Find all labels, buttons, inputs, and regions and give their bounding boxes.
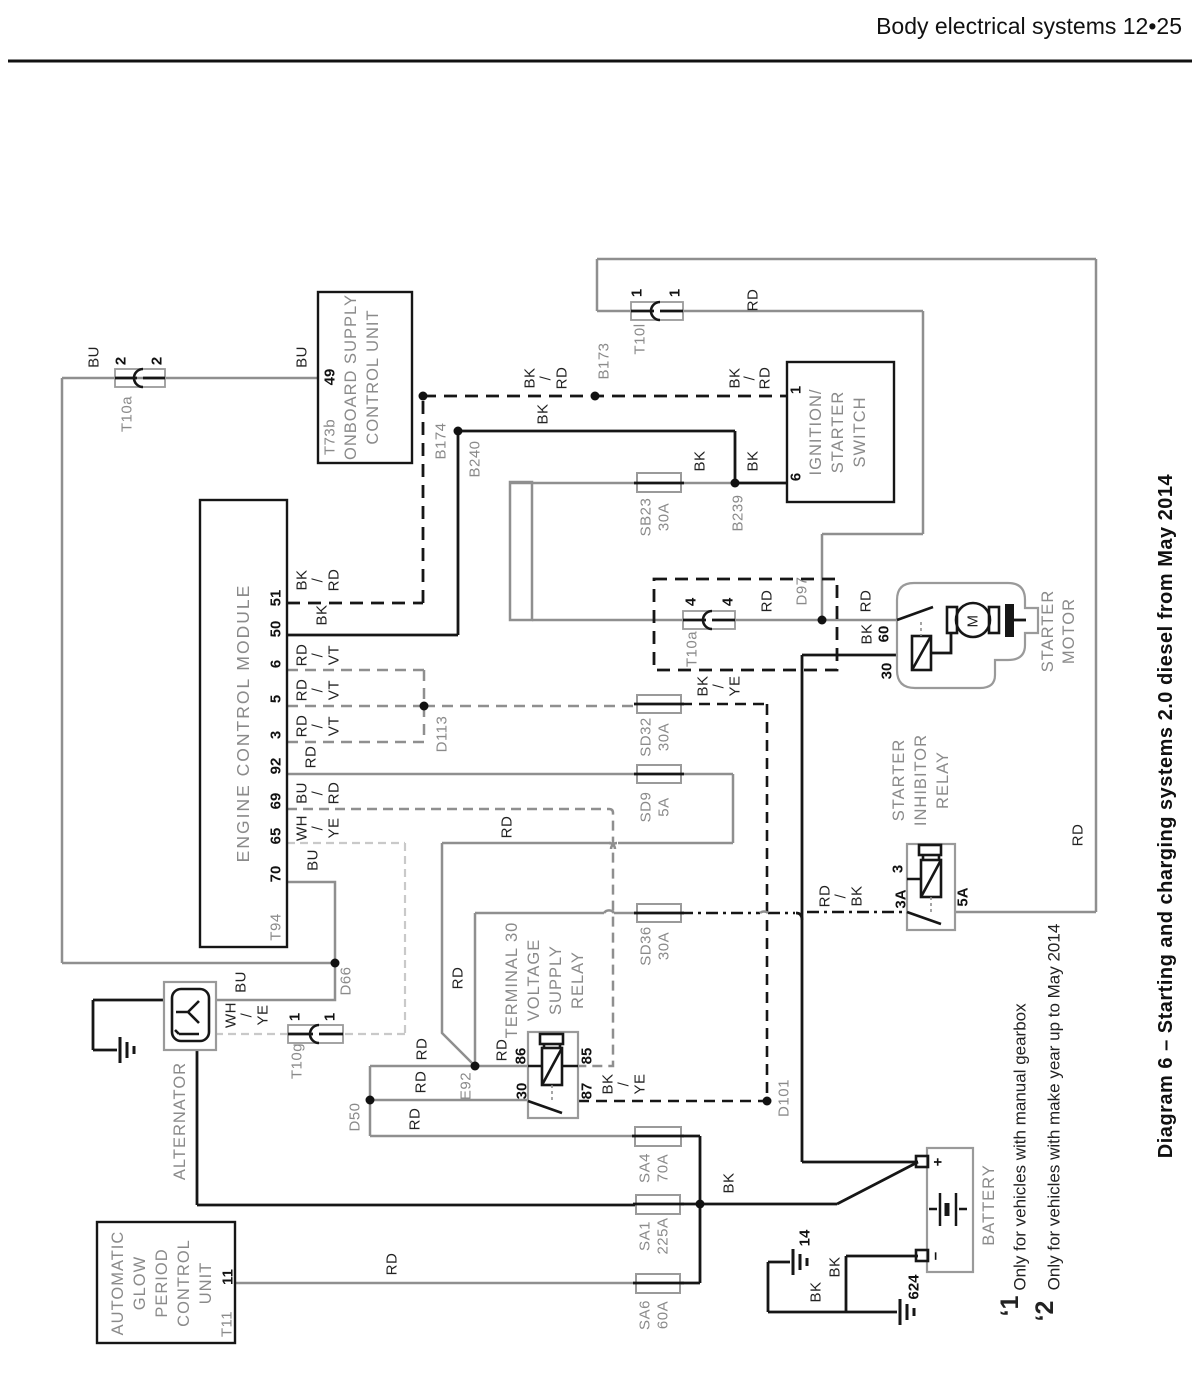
- glow-title-line3: PERIOD: [153, 1248, 171, 1318]
- footnote-2-marker: ‘2: [1031, 1300, 1059, 1322]
- t10g-pin: 1: [286, 1012, 304, 1022]
- onboard-title-line2: CONTROL UNIT: [364, 309, 382, 445]
- wire-label-ye: YE: [631, 1073, 649, 1095]
- starter-terminal-60: 60: [875, 625, 893, 643]
- fuse-sd32-name: SD32: [637, 717, 655, 757]
- ecm-pin-50: 50: [267, 620, 285, 638]
- ground-symbol-alternator: [120, 1037, 134, 1063]
- fuse-sd9-name: SD9: [637, 791, 655, 823]
- fuse-sa6-amp: 60A: [654, 1300, 672, 1330]
- t10l-pin: 1: [666, 288, 684, 298]
- wire-label-rd: RD: [498, 815, 516, 839]
- ground-symbol-624: [900, 1299, 914, 1325]
- wire-label-bk: BK: [293, 569, 311, 591]
- glow-title-line4: CONTROL: [175, 1239, 193, 1327]
- wire-label-rd: RD: [325, 568, 343, 592]
- wire-label-ye: YE: [254, 1004, 272, 1026]
- wire-label-bk: BK: [826, 1256, 844, 1278]
- t30relay-title-line1: TERMINAL 30: [503, 921, 521, 1039]
- ecm-pin-65: 65: [267, 827, 285, 845]
- fuse-sa4-name: SA4: [636, 1153, 654, 1183]
- glow-connector: T11: [218, 1310, 236, 1338]
- wire-label-bu: BU: [85, 346, 103, 368]
- footnote-2-text: Only for vehicles with make year up to May 2014: [1044, 923, 1064, 1291]
- t10l-name: T10l: [631, 323, 649, 355]
- ecm-pin-69: 69: [267, 792, 285, 810]
- onboard-pin-49: 49: [321, 368, 339, 386]
- wire-label-rd: RD: [1069, 823, 1087, 847]
- t30relay-terminal-30: 30: [513, 1082, 531, 1100]
- wire-label-rd: RD: [413, 1037, 431, 1061]
- wire-label-bu: BU: [293, 782, 311, 804]
- t30relay-terminal-85: 85: [578, 1047, 596, 1065]
- t30relay-title-line2: VOLTAGE: [525, 938, 543, 1022]
- ignition-title-line1: IGNITION/: [807, 388, 825, 476]
- wire-label-slash: /: [741, 375, 759, 381]
- wire-label-bk: BK: [720, 1172, 738, 1194]
- wire-label-slash: /: [309, 723, 327, 729]
- glow-title-line5: UNIT: [197, 1261, 215, 1305]
- wire-label-rd: RD: [758, 589, 776, 613]
- fuse-sb23-amp: 30A: [655, 502, 673, 532]
- t10a4-pin: 4: [719, 597, 737, 607]
- ground-symbol-14: [793, 1249, 807, 1275]
- wire-label-rd: RD: [553, 366, 571, 390]
- t10a2-name: T10a: [118, 395, 136, 433]
- diagram-title-sidebar: Diagram 6 – Starting and charging systems 2.0 diesel from May 2014: [1155, 473, 1177, 1159]
- wire-label-vt: VT: [325, 644, 343, 666]
- wire-label-ye: YE: [726, 675, 744, 697]
- wire-label-slash: /: [832, 893, 850, 899]
- t30relay-title-line4: RELAY: [569, 951, 587, 1009]
- wire-label-rd: RD: [293, 678, 311, 702]
- wire-label-rd: RD: [293, 714, 311, 738]
- fuse-sa6-name: SA6: [636, 1300, 654, 1330]
- wire-label-bk: BK: [848, 885, 866, 907]
- motor-letter: M: [964, 614, 982, 628]
- battery-minus: −: [927, 1251, 945, 1261]
- wire-label-slash: /: [238, 1012, 256, 1018]
- wire-label-bk: BK: [313, 604, 331, 626]
- connector-T10a-4: [683, 611, 735, 629]
- ecm-pin-70: 70: [267, 865, 285, 883]
- t30relay-terminal-87: 87: [578, 1082, 596, 1100]
- ecm-pin-92: 92: [267, 757, 285, 775]
- inhibitor-terminal-3: 3: [889, 864, 907, 874]
- splice-d50: D50: [346, 1102, 364, 1132]
- wire-label-bu: BU: [293, 346, 311, 368]
- onboard-title-line1: ONBOARD SUPPLY: [342, 294, 360, 460]
- wire-label-rd: RD: [302, 745, 320, 769]
- glow-title-line2: GLOW: [131, 1255, 149, 1311]
- wire-label-slash: /: [309, 652, 327, 658]
- fuse-sd36-name: SD36: [637, 926, 655, 966]
- glow-title-line1: AUTOMATIC: [109, 1230, 127, 1336]
- t10a4-pin: 4: [682, 597, 700, 607]
- wire-label-rd: RD: [857, 589, 875, 613]
- fuse-SA6: [633, 1274, 684, 1293]
- terminal30-relay-symbol: [528, 1032, 578, 1118]
- splice-b174: B174: [432, 422, 450, 460]
- wire-label-rd: RD: [449, 966, 467, 990]
- wire-label-rd: RD: [412, 1070, 430, 1094]
- glow-pin-11: 11: [219, 1269, 237, 1285]
- wire-label-slash: /: [537, 375, 555, 381]
- wire-label-bk: BK: [726, 367, 744, 389]
- fuse-sa1-amp: 225A: [654, 1217, 672, 1255]
- fuse-sa1-name: SA1: [636, 1221, 654, 1251]
- wire-label-bk: BK: [807, 1281, 825, 1303]
- alternator-symbol: [164, 982, 216, 1050]
- t10a2-pin: 2: [148, 356, 166, 366]
- starter-inhibitor-relay-symbol: [907, 844, 955, 930]
- splice-b173: B173: [595, 342, 613, 380]
- splice-b240: B240: [466, 440, 484, 478]
- alternator-title: ALTERNATOR: [171, 1061, 189, 1181]
- connector-T10l: [631, 302, 683, 320]
- fuse-SB23: [634, 473, 684, 492]
- wire-label-bk: BK: [858, 623, 876, 645]
- fuse-sd9-amp: 5A: [655, 797, 673, 817]
- t10a2-pin: 2: [112, 356, 130, 366]
- fuse-SD36: [634, 904, 684, 922]
- wire-label-wh: WH: [222, 1002, 240, 1028]
- inhibitor-terminal-3a: 3A: [892, 889, 910, 909]
- splice-e92: E92: [457, 1071, 475, 1101]
- ground-label-14: 14: [796, 1229, 814, 1247]
- t10a4-name: T10a: [683, 630, 701, 668]
- wire-label-bk: BK: [691, 450, 709, 472]
- starter-title-line1: STARTER: [1039, 589, 1057, 673]
- wire-label-ye: YE: [325, 817, 343, 839]
- battery-title: BATTERY: [980, 1164, 998, 1246]
- fuse-SA1: [633, 1195, 684, 1214]
- fuse-sd32-amp: 30A: [655, 722, 673, 752]
- inhibitor-title-line2: INHIBITOR: [912, 733, 930, 827]
- ignition-pin-6: 6: [787, 472, 805, 482]
- t10l-pin: 1: [628, 288, 646, 298]
- wire-label-bu: BU: [304, 849, 322, 871]
- ignition-title-line2: STARTER: [829, 390, 847, 474]
- wire-label-slash: /: [615, 1081, 633, 1087]
- ecm-pin-3: 3: [267, 730, 285, 740]
- wire-label-vt: VT: [325, 715, 343, 737]
- wire-label-rd: RD: [325, 781, 343, 805]
- t30relay-terminal-86: 86: [512, 1047, 530, 1065]
- ignition-pin-1: 1: [787, 385, 805, 395]
- wire-label-rd: RD: [756, 366, 774, 390]
- wire-label-vt: VT: [325, 679, 343, 701]
- wire-label-slash: /: [309, 577, 327, 583]
- starter-motor-symbol: [897, 583, 1038, 688]
- ecm-pin-6: 6: [267, 659, 285, 669]
- starter-title-line2: MOTOR: [1060, 597, 1078, 665]
- connector-T10g: [288, 1025, 343, 1043]
- fuse-sb23-name: SB23: [637, 497, 655, 537]
- inhibitor-title-line1: STARTER: [890, 738, 908, 822]
- wire-label-wh: WH: [293, 815, 311, 841]
- splice-b239: B239: [729, 494, 747, 532]
- splice-d101: D101: [775, 1079, 793, 1117]
- wire-label-bk: BK: [744, 450, 762, 472]
- wire-label-bu: BU: [232, 971, 250, 993]
- ecm-pin-5: 5: [267, 694, 285, 704]
- wire-label-slash: /: [710, 683, 728, 689]
- fuse-SD9: [634, 765, 684, 783]
- wire-label-slash: /: [309, 825, 327, 831]
- fuse-SA4: [632, 1127, 684, 1146]
- wire-label-rd: RD: [406, 1107, 424, 1131]
- wire-label-rd: RD: [816, 884, 834, 908]
- splice-d113: D113: [433, 715, 451, 753]
- ground-label-624: 624: [905, 1274, 923, 1300]
- inhibitor-title-line3: RELAY: [934, 751, 952, 809]
- battery-plus: +: [929, 1157, 947, 1167]
- ecm-connector: T94: [267, 913, 285, 941]
- ecm-pin-51: 51: [267, 589, 285, 607]
- wire-bkye-relay87-sd32: [578, 704, 767, 1101]
- onboard-connector-label: T73b: [321, 418, 339, 456]
- wire-label-rd: RD: [293, 643, 311, 667]
- footnote-1-text: Only for vehicles with manual gearbox: [1010, 1003, 1030, 1291]
- splice-d66: D66: [337, 966, 355, 996]
- inhibitor-terminal-5a: 5A: [954, 887, 972, 907]
- wire-label-bk: BK: [521, 367, 539, 389]
- t30relay-title-line3: SUPPLY: [547, 945, 565, 1015]
- page-title: Body electrical systems 12•25: [876, 13, 1182, 39]
- wire-label-bk: BK: [534, 403, 552, 425]
- wire-label-rd: RD: [383, 1252, 401, 1276]
- wire-label-rd: RD: [493, 1038, 511, 1062]
- t10g-name: T10g: [288, 1042, 306, 1080]
- fuse-sa4-amp: 70A: [654, 1153, 672, 1183]
- ignition-title-line3: SWITCH: [851, 396, 869, 468]
- wire-label-slash: /: [309, 790, 327, 796]
- t10g-pin: 1: [321, 1012, 339, 1022]
- fuse-SD32: [634, 695, 684, 713]
- ecm-title: ENGINE CONTROL MODULE: [233, 583, 253, 863]
- wire-label-bk: BK: [694, 675, 712, 697]
- footnote-1-marker: ‘1: [996, 1295, 1024, 1317]
- starter-terminal-30: 30: [878, 662, 896, 680]
- fuse-sd36-amp: 30A: [655, 931, 673, 961]
- wire-label-slash: /: [309, 687, 327, 693]
- splice-d97: D97: [793, 576, 811, 606]
- wire-label-rd: RD: [744, 288, 762, 312]
- wire-label-bk: BK: [599, 1073, 617, 1095]
